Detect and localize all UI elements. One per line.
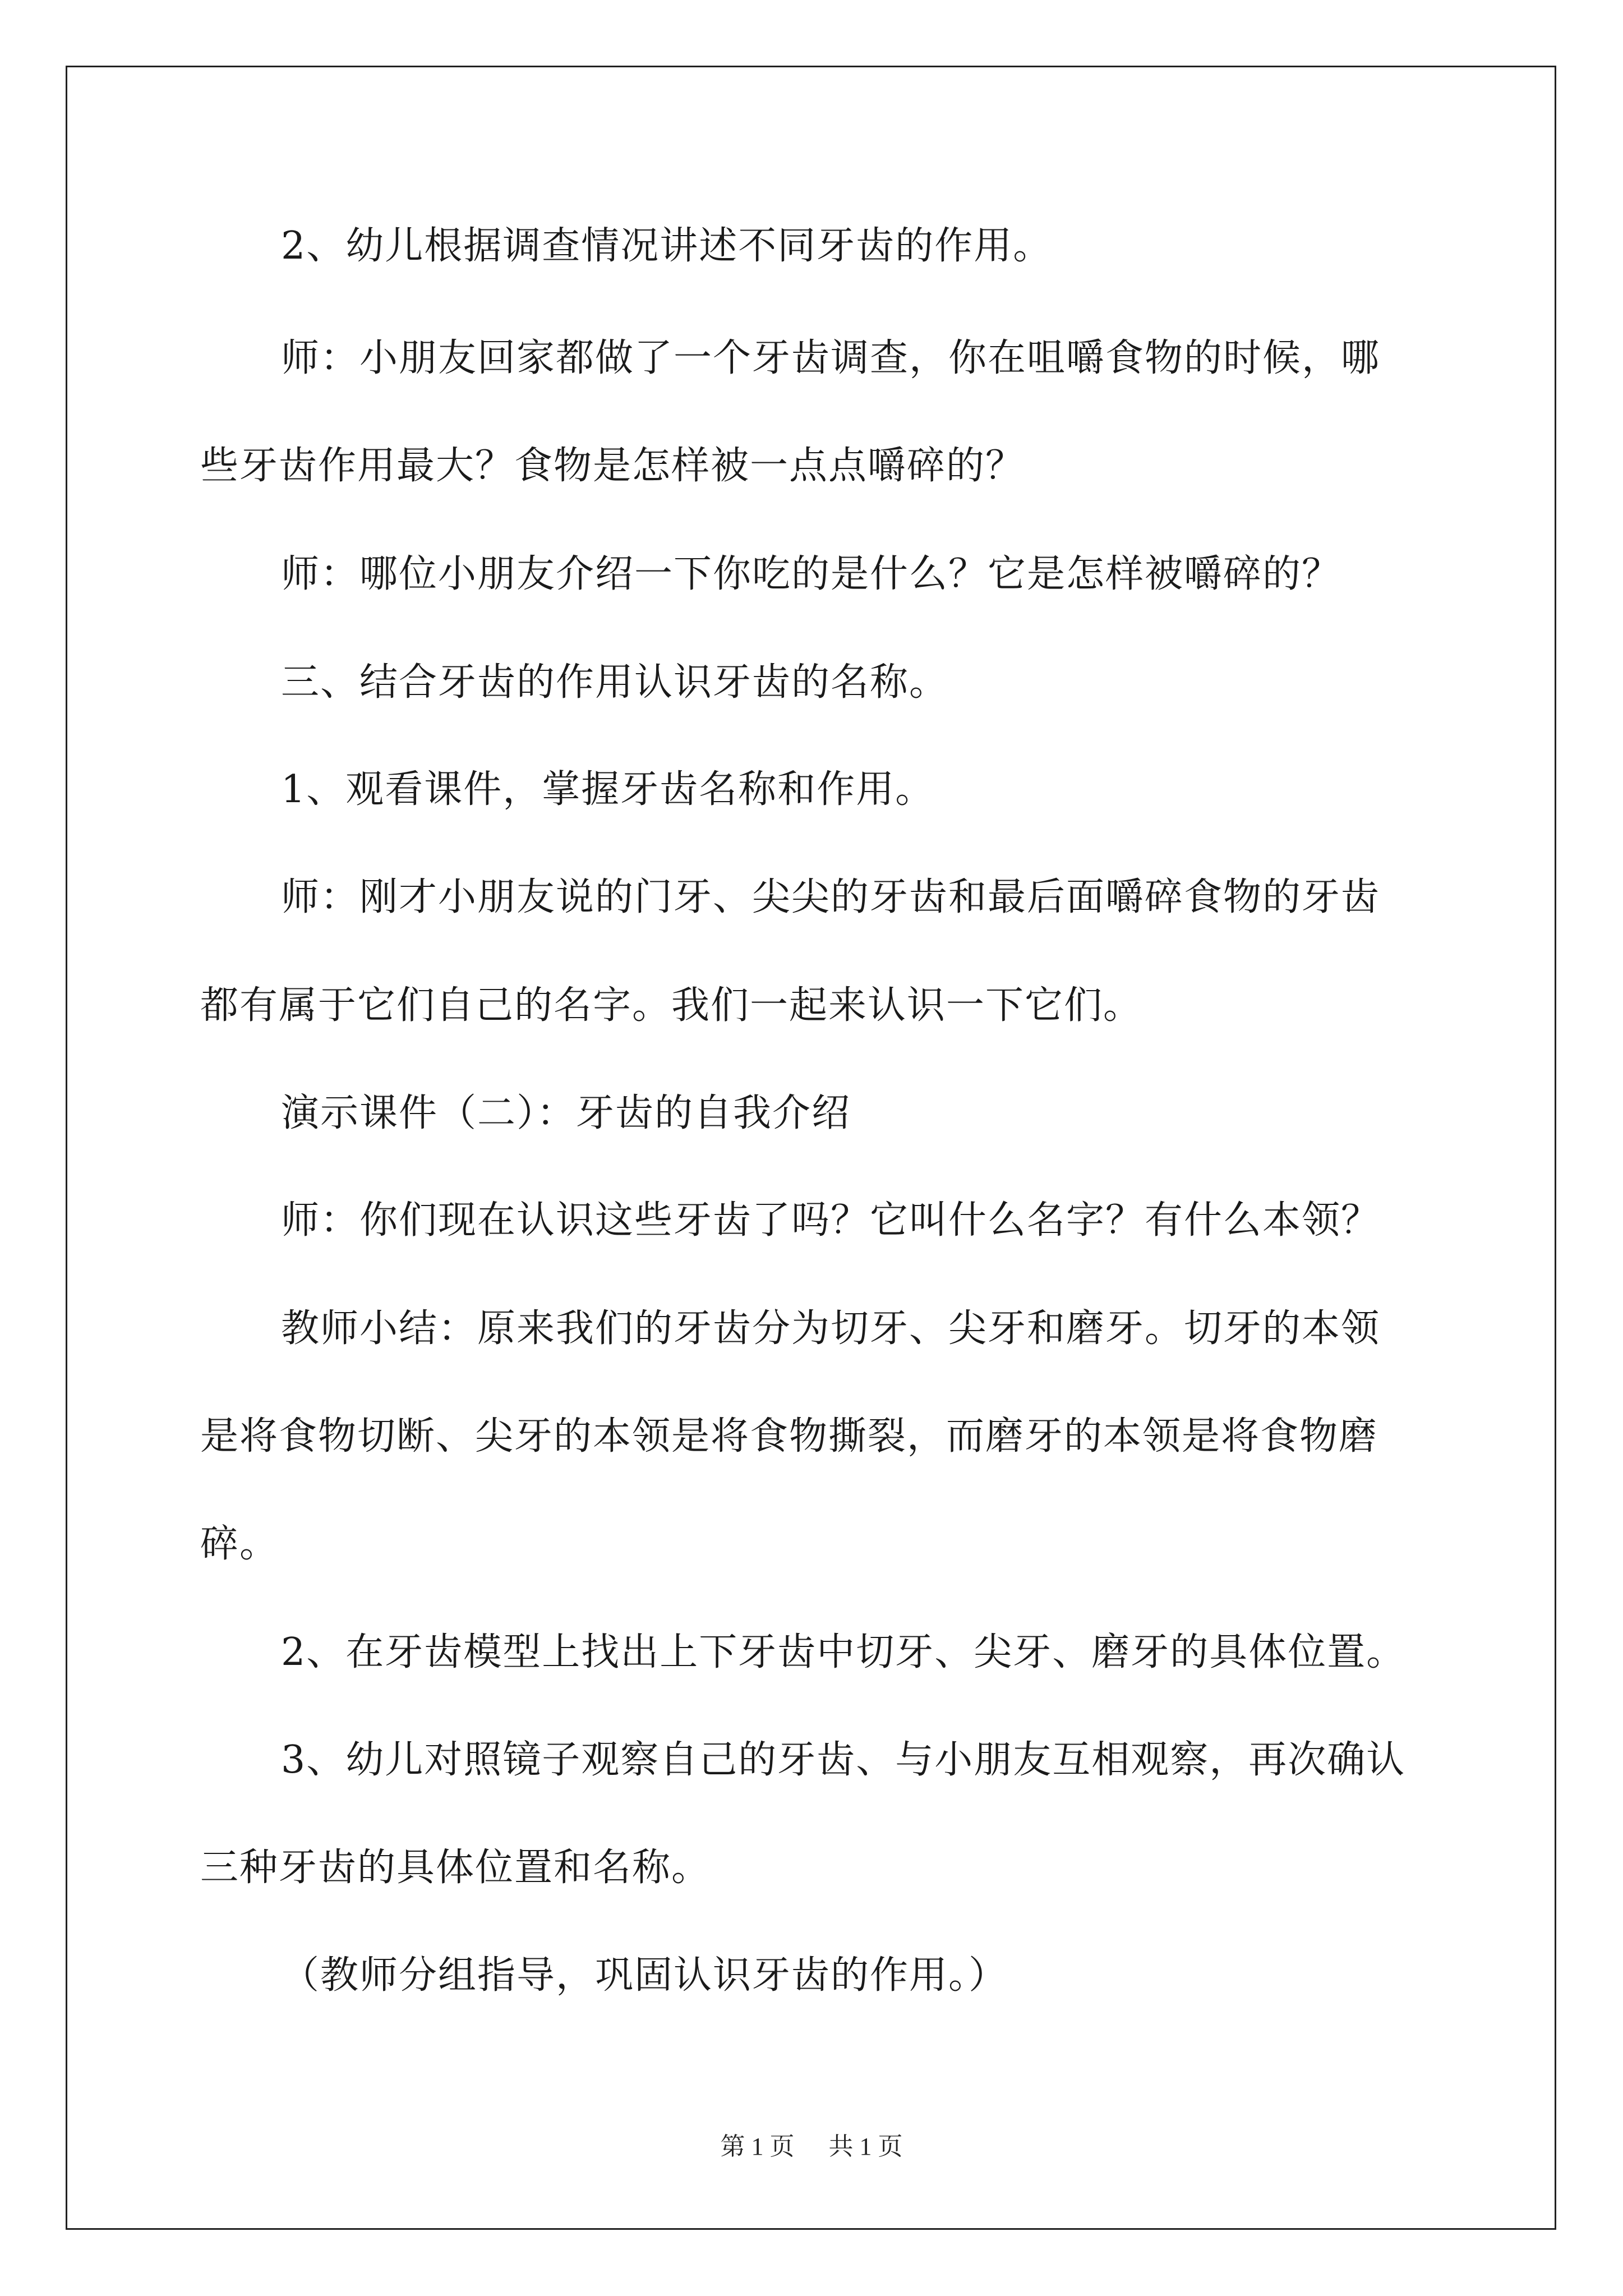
paragraph: 2、幼儿根据调查情况讲述不同牙齿的作用。 <box>281 224 1053 268</box>
page-border <box>66 66 1556 2230</box>
paragraph: 师：哪位小朋友介绍一下你吃的是什么？它是怎样被嚼碎的？ <box>281 552 1341 596</box>
paragraph: 三、结合牙齿的作用认识牙齿的名称。 <box>281 660 949 705</box>
page-number: 第 1 页 <box>720 2133 795 2160</box>
paragraph: 演示课件（二）：牙齿的自我介绍 <box>281 1091 851 1135</box>
page-footer <box>0 2126 1623 2162</box>
paragraph-continuation: 些牙齿作用最大？食物是怎样被一点点嚼碎的？ <box>200 444 1025 488</box>
paragraph-continuation: 都有属于它们自己的名字。我们一起来认识一下它们。 <box>200 983 1143 1028</box>
paragraph-continuation: 三种牙齿的具体位置和名称。 <box>200 1846 711 1890</box>
page-total: 共 1 页 <box>828 2133 903 2160</box>
paragraph: 3、幼儿对照镜子观察自己的牙齿、与小朋友互相观察，再次确认 <box>281 1738 1406 1782</box>
paragraph: 师：你们现在认识这些牙齿了吗？它叫什么名字？有什么本领？ <box>281 1198 1381 1243</box>
paragraph: 师：小朋友回家都做了一个牙齿调查，你在咀嚼食物的时候，哪 <box>281 336 1381 380</box>
paragraph: 师：刚才小朋友说的门牙、尖尖的牙齿和最后面嚼碎食物的牙齿 <box>281 875 1381 919</box>
paragraph: 1、观看课件，掌握牙齿名称和作用。 <box>281 767 935 812</box>
paragraph-continuation: 是将食物切断、尖牙的本领是将食物撕裂，而磨牙的本领是将食物磨 <box>200 1414 1378 1458</box>
paragraph-continuation: 碎。 <box>200 1522 279 1566</box>
paragraph: 2、在牙齿模型上找出上下牙齿中切牙、尖牙、磨牙的具体位置。 <box>281 1630 1406 1674</box>
paragraph: （教师分组指导，巩固认识牙齿的作用。） <box>281 1953 1008 1998</box>
paragraph: 教师小结：原来我们的牙齿分为切牙、尖牙和磨牙。切牙的本领 <box>281 1306 1381 1351</box>
